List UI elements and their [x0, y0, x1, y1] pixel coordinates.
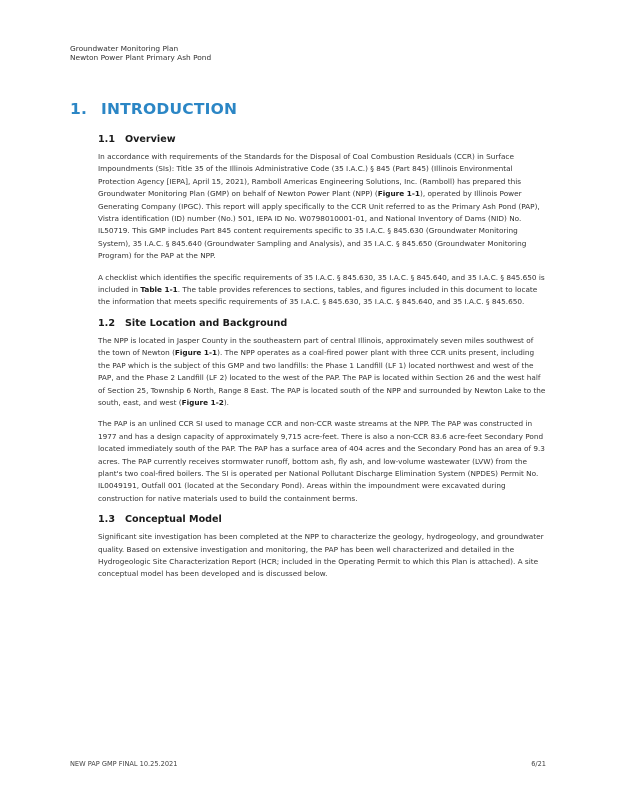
body-paragraph — [98, 272, 546, 309]
body-paragraph — [98, 531, 546, 581]
section-title: Conceptual Model — [125, 514, 222, 526]
section-heading — [98, 318, 546, 329]
section-heading — [98, 514, 546, 525]
figure-table-reference: Figure 1-2 — [181, 397, 224, 407]
paragraph-text: ), operated by Illinois Power Generating Company (IPGC). This report will apply specifically to the CCR Unit referred to as the Primary Ash Pond (PAP), Vistra identification (ID) number (No.) 501, IEPA ID No. W0798010001-01, and National Inventory of Dams (NID) No. IL50719. This GMP includes Part 845 content requirements specific to 35 I.A.C. § 845.630 (Groundwater Monitoring System), 35 I.A.C. § 845.640 (Groundwater Sampling and Analysis), and 35 I.A.C. § 845.650 (Groundwater Monitoring Program) for the PAP at the NPP. — [98, 189, 540, 261]
document-body — [98, 134, 546, 590]
section-number: 1.1 — [98, 134, 115, 145]
body-paragraph — [98, 151, 546, 263]
paragraph-text: ). — [223, 397, 229, 407]
chapter-title — [70, 100, 237, 118]
paragraph-text: In accordance with requirements of the Standards for the Disposal of Coal Combustion Residuals (CCR) in Surface Impoundments (SIs): Title 35 of the Illinois Administrative Code (35 I.A.C.) § 845 (Part 845) (Illinois Environmental Protection Agency [IEPA], April 15, 2021), Ramboll Americas Engineering Solutions, Inc. (Ramboll) has prepared this Groundwater Monitoring Plan (GMP) on behalf of Newton Power Plant (NPP) ( — [98, 152, 522, 199]
paragraph-text: The PAP is an unlined CCR SI used to manage CCR and non-CCR waste streams at the NPP. The PAP was constructed in 1977 and has a design capacity of approximately 9,715 acre-feet. There is also a non-CCR 83.6 acre-feet Secondary Pond located immediately south of the PAP. The PAP has a surface area of 404 acres and the Secondary Pond has an area of 9.3 acres. The PAP currently receives stormwater runoff, bottom ash, fly ash, and low-volume wastewater (LVW) from the plant's two coal-fired boilers. The SI is operated per National Pollutant Discharge Elimination System (NPDES) Permit No. IL0049191, Outfall 001 (located at the Secondary Pond). Areas within the impoundment were excavated during construction for native materials used to build the containment berms. — [98, 419, 545, 503]
page-header — [70, 44, 211, 62]
figure-table-reference: Figure 1-1 — [174, 348, 218, 358]
page-number: 6/21 — [531, 760, 546, 768]
paragraph-text: A checklist which identifies the specific requirements of 35 I.A.C. § 845.630, 35 I.A.C. § 845.640, and 35 I.A.C. § 845.650 is included in — [98, 272, 545, 295]
figure-table-reference: Table 1-1 — [140, 285, 178, 295]
chapter-number: 1. — [70, 100, 88, 118]
paragraph-text: ). The NPP operates as a coal-fired power plant with three CCR units present, including the PAP which is the subject of this GMP and two landfills: the Phase 1 Landfill (LF 1) located northwest and west of the PAP, and the Phase 2 Landfill (LF 2) located to the west of the PAP. The PAP is located within Section 26 and the west half of Section 25, Township 6 North, Range 8 East. The PAP is located south of the NPP and surrounded by Newton Lake to the south, east, and west ( — [98, 348, 546, 407]
section-title: Overview — [125, 134, 176, 145]
section-heading — [98, 134, 546, 145]
header-site-name: Newton Power Plant Primary Ash Pond — [70, 53, 212, 62]
paragraph-text: The NPP is located in Jasper County in the southeastern part of central Illinois, approximately seven miles southwest of the town of Newton ( — [98, 335, 534, 358]
page-footer — [70, 760, 546, 768]
figure-table-reference: Figure 1-1 — [377, 189, 420, 199]
body-paragraph — [98, 335, 546, 409]
header-document-title: Groundwater Monitoring Plan — [70, 44, 179, 53]
paragraph-text: . The table provides references to sections, tables, and figures included in this document to locate the information that meets specific requirements of 35 I.A.C. § 845.630, 35 I.A.C. § 845.640, and 35 I.A.C. § 845.650. — [98, 285, 538, 307]
body-paragraph — [98, 418, 546, 505]
footer-document-id: NEW PAP GMP FINAL 10.25.2021 — [70, 760, 178, 768]
section-number: 1.2 — [98, 317, 115, 329]
section-number: 1.3 — [98, 514, 115, 526]
section-title: Site Location and Background — [125, 317, 288, 329]
paragraph-text: Significant site investigation has been completed at the NPP to characterize the geology, hydrogeology, and groundwater quality. Based on extensive investigation and monitoring, the PAP has been well characterized and detailed in the Hydrogeologic Site Characterization Report (HCR; included in the Operating Permit to which this Plan is attached). A site conceptual model has been developed and is discussed below. — [98, 532, 544, 579]
chapter-title-text: INTRODUCTION — [101, 100, 238, 118]
